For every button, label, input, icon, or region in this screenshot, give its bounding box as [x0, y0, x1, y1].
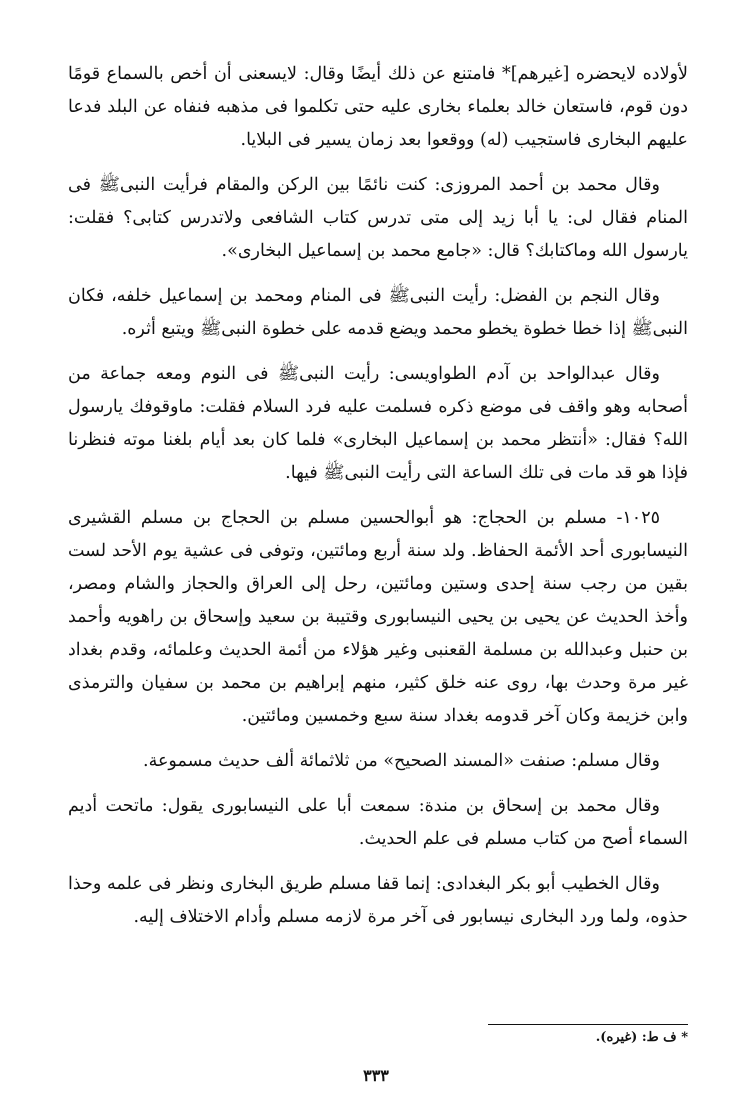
- page-number: ٣٣٣: [363, 1066, 389, 1085]
- paragraph-5-entry-1025: ١٠٢٥- مسلم بن الحجاج: هو أبوالحسين مسلم بن الحجاج بن مسلم القشيرى النيسابورى أحد الأئمة الحفاظ. ولد سنة أربع ومائتين، وتوفى فى عشية يوم الأحد لست بقين من رجب سنة إحدى وستين ومائتين، رحل إلى العراق والحجاز والشام ومصر، وأخذ الحديث عن يحيى بن يحيى النيسابورى وقتيبة بن سعيد وإسحاق بن راهويه وأحمد بن حنبل وعبدالله بن مسلمة القعنبى وغير هؤلاء من أئمة الحديث وعلمائه، وقدم بغداد غير مرة وحدث بها، روى عنه خلق كثير، منهم إبراهيم بن محمد بن سفيان والترمذى وابن خزيمة وكان آخر قدومه بغداد سنة سبع وخمسين ومائتين.: [68, 508, 689, 726]
- footnote-divider: [488, 1024, 688, 1025]
- paragraph-6: وقال مسلم: صنفت «المسند الصحيح» من ثلاثمائة ألف حديث مسموعة.: [143, 751, 660, 771]
- paragraph-1: لأولاده لايحضره [غيرهم]* فامتنع عن ذلك أيضًا وقال: لايسعنى أن أخص بالسماع قومًا دون قوم، فاستعان خالد بعلماء بخارى عليه حتى تكلموا فى مذهبه فنفاه عن البلد فدعا عليهم البخارى فاستجيب (له) ووقعوا بعد زمان يسير فى البلايا.: [68, 64, 688, 150]
- paragraph-2: وقال محمد بن أحمد المروزى: كنت نائمًا بين الركن والمقام فرأيت النبىﷺ فى المنام فقال لى: يا أبا زيد إلى متى تدرس كتاب الشافعى ولاتدرس كتابى؟ فقلت: يارسول الله وماكتابك؟ قال: «جامع محمد بن إسماعيل البخارى».: [68, 175, 688, 261]
- paragraph-3: وقال النجم بن الفضل: رأيت النبىﷺ فى المنام ومحمد بن إسماعيل خلفه، فكان النبىﷺ إذا خطا خطوة يخطو محمد ويضع قدمه على خطوة النبىﷺ ويتبع أثره.: [68, 286, 688, 339]
- page-text-block: [68, 58, 688, 946]
- paragraph-8: وقال الخطيب أبو بكر البغدادى: إنما قفا مسلم طريق البخارى ونظر فى علمه وحذا حذوه، ولما ورد البخارى نيسابور فى آخر مرة لازمه مسلم وأدام الاختلاف إليه.: [68, 874, 688, 927]
- paragraph-7: وقال محمد بن إسحاق بن مندة: سمعت أبا على النيسابورى يقول: ماتحت أديم السماء أصح من كتاب مسلم فى علم الحديث.: [68, 796, 688, 849]
- footnote: * ف ط: (غيره).: [595, 1030, 688, 1045]
- paragraph-4: وقال عبدالواحد بن آدم الطواويسى: رأيت النبىﷺ فى النوم ومعه جماعة من أصحابه وهو واقف فى موضع ذكره فسلمت عليه فرد السلام فقلت: ماوقوفك يارسول الله؟ فقال: «أنتظر محمد بن إسماعيل البخارى» فلما كان بعد أيام بلغنا موته فنظرنا فإذا هو قد مات فى تلك الساعة التى رأيت النبىﷺ فيها.: [68, 364, 688, 483]
